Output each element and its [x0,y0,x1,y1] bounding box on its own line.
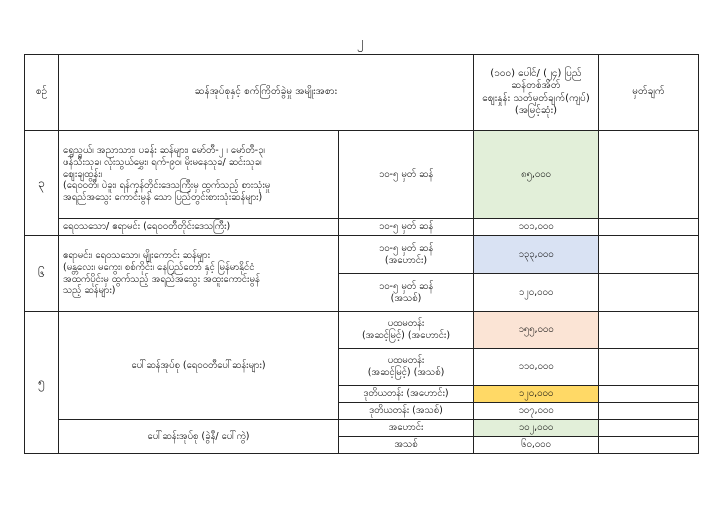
remark-cell [599,131,699,219]
remark-cell [599,312,699,349]
rice-type-cell: အဟောင်း [339,420,474,437]
rice-type-cell: ၁၀-၅ မှတ် ဆန် [339,131,474,219]
rice-type-cell: ၁၀-၅ မှတ် ဆန် [339,219,474,236]
serial-cell: ၃ [25,131,59,236]
table-row [25,219,699,236]
remark-cell [599,236,699,274]
price-cell: ၁၃၃,၀၀၀ [474,236,599,274]
description-cell: ပေါ်ဆန်းအုပ်စု (ခွဲနီ/ ပေါ်ကွဲ) [59,420,339,454]
price-cell: ၁၀၂,၀၀၀ [474,420,599,437]
rice-type-cell: ဒုတိယတန်း (အသစ်) [339,403,474,420]
price-cell: ၁၅၅,၀၀၀ [474,312,599,349]
remark-cell [599,274,699,312]
price-cell: ၈၅,၀၀၀ [474,131,599,219]
price-cell: ၆၀,၀၀၀ [474,437,599,454]
page-number: ၂ [356,35,364,50]
rice-type-cell: ၁၀-၅ မှတ် ဆန် (အဟောင်း) [339,236,474,274]
serial-cell: ၅ [25,312,59,454]
remark-cell [599,219,699,236]
serial-header: စဉ် [25,55,59,131]
rice-type-cell: ၁၀-၅ မှတ် ဆန် (အသစ်) [339,274,474,312]
description-header: ဆန်အုပ်စုနှင့် စက်ကြိတ်ခွဲမှု အမျိုးအစား [59,55,474,131]
table-row [25,131,699,219]
price-cell: ၁၀၇,၀၀၀ [474,403,599,420]
description-cell: ရေ၀သသော/ ဧရာမင်း (ရေ၀၀တီတိုင်းဒေသကြီး) [59,219,339,236]
serial-cell: ၆ [25,236,59,312]
header-row [25,55,699,131]
rice-type-cell: အသစ် [339,437,474,454]
rice-type-cell: ဒုတိယတန်း (အဟောင်း) [339,386,474,403]
remark-cell [599,386,699,403]
description-cell: ရွှေသွယ်၊ အညာသား၊ ပခန်း ဆန်များ၊ မော်တီ-၂ ၊ မော်တီ-၃၊ ဖန်သီးသုခ၊ လုံးသွယ်မွှေး၊ ရက်-၉၀၊ မိုးမနေသုခ/ ဆင်းသုခ၊ ဈေးချထွန်း၊ (ရေ၀၀တီ၊ ပဲခူး၊ ရန်ကုန်တိုင်းဒေသကြီးမှ ထွက်သည့် စားသုံးမှု အရည်အသွေး ကောင်းမွန် သော ပြည်တွင်းစားသုံးဆန်များ) [59,131,339,219]
description-cell: ဧရာမင်း၊ ရေ၀သသော၊ မျိုးကောင်း ဆန်များ (မန္တလေး၊ မကွေး၊ စစ်ကိုင်း၊ နေပြည်တော် နှင့် မြန်မာနိုင်ငံ အထက်ပိုင်းမှ ထွက်သည့် အရည်အသွေး အထူးကောင်းမွန် သည့် ဆန်များ) [59,236,339,312]
remark-cell [599,403,699,420]
table-row [25,420,699,437]
remark-header: မှတ်ချက် [599,55,699,131]
price-cell: ၁၂၀,၀၀၀ [474,386,599,403]
description-cell: ပေါ်ဆန်အုပ်စု (ရေ၀၀တီပေါ်ဆန်းများ) [59,312,339,420]
price-cell: ၁၁၀,၀၀၀ [474,349,599,386]
price-header: (၁၀၀) ပေါင်/ (၂၄) ပြည် ဆန်တစ်အိတ် ဈေးနှုန်း သတ်မှတ်ချက်(ကျပ်) (အမြင့်ဆုံး) [474,55,599,131]
price-cell: ၁၀၁,၀၀၀ [474,219,599,236]
price-cell: ၁၂၀,၀၀၀ [474,274,599,312]
rice-price-table [24,54,699,454]
rice-type-cell: ပထမတန်း (အဆင့်မြင့်) (အသစ်) [339,349,474,386]
table-row [25,236,699,274]
remark-cell [599,420,699,437]
remark-cell [599,349,699,386]
table-row [25,312,699,349]
rice-type-cell: ပထမတန်း (အဆင့်မြင့်) (အဟောင်း) [339,312,474,349]
remark-cell [599,437,699,454]
